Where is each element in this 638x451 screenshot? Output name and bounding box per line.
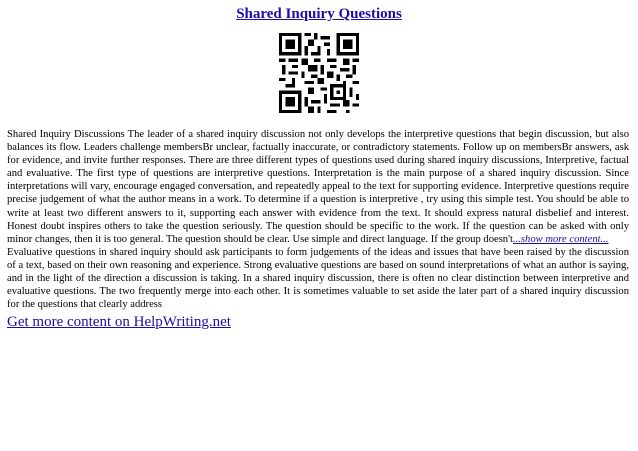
paragraph-2: Evaluative questions in shared inquiry should ask participants to form judgements of the ideas and issues that have been raised by the discussion of a text, based on their own reasoning and experience. Strong evaluative questions are based on sound interpretations of what an author is saying, and in the light of the direction a discussion is taking. In a shared inquiry discussion, there is often no clear distinction between interpretive and evaluative questions. The two frequently merge into each other. It is sometimes valuable to set aside the later part of a shared inquiry discussion for the questions that clearly address	[7, 246, 629, 311]
paragraph-1-text: Shared Inquiry Discussions The leader of a shared inquiry discussion not only develops the interpretive questions that begin discussion, but also balances its flow. Leaders challenge membersBr unclear, factually inaccurate, or contradictory statements. Follow up on membersBr answers, ask for evidence, and invite further responses. There are three different types of questions used during shared inquiry discussions, Interpretive, factual and evaluative. The first type of questions are interpretive questions. Interpretation is the main purpose of a shared inquiry discussion. Since interpretations will vary, encourage engaged conversation, and repeatedly appeal to the text for supporting evidence. Interpretive questions require precise judgement of what the author means in a work. To determine if a question is interpretive , try using this simple test. You should be able to write at least two different answers to it, supporting each answer with evidence from the text. It should express natural disbelief and interest. Honest doubt inspires others to take the question seriously. The question should be specific to the work. If the question can be asked with only minor changes, then it is too general. The question should be clear. Use simple and direct language. If the group doesn't	[7, 129, 629, 245]
get-more-content-link[interactable]: Get more content on HelpWriting.net	[7, 314, 231, 330]
show-more-link[interactable]: ...show more content...	[512, 233, 609, 245]
page-title[interactable]: Shared Inquiry Questions	[236, 6, 402, 22]
article-body	[7, 128, 629, 311]
paragraph-1	[7, 128, 629, 246]
qr-code-icon	[279, 33, 359, 113]
